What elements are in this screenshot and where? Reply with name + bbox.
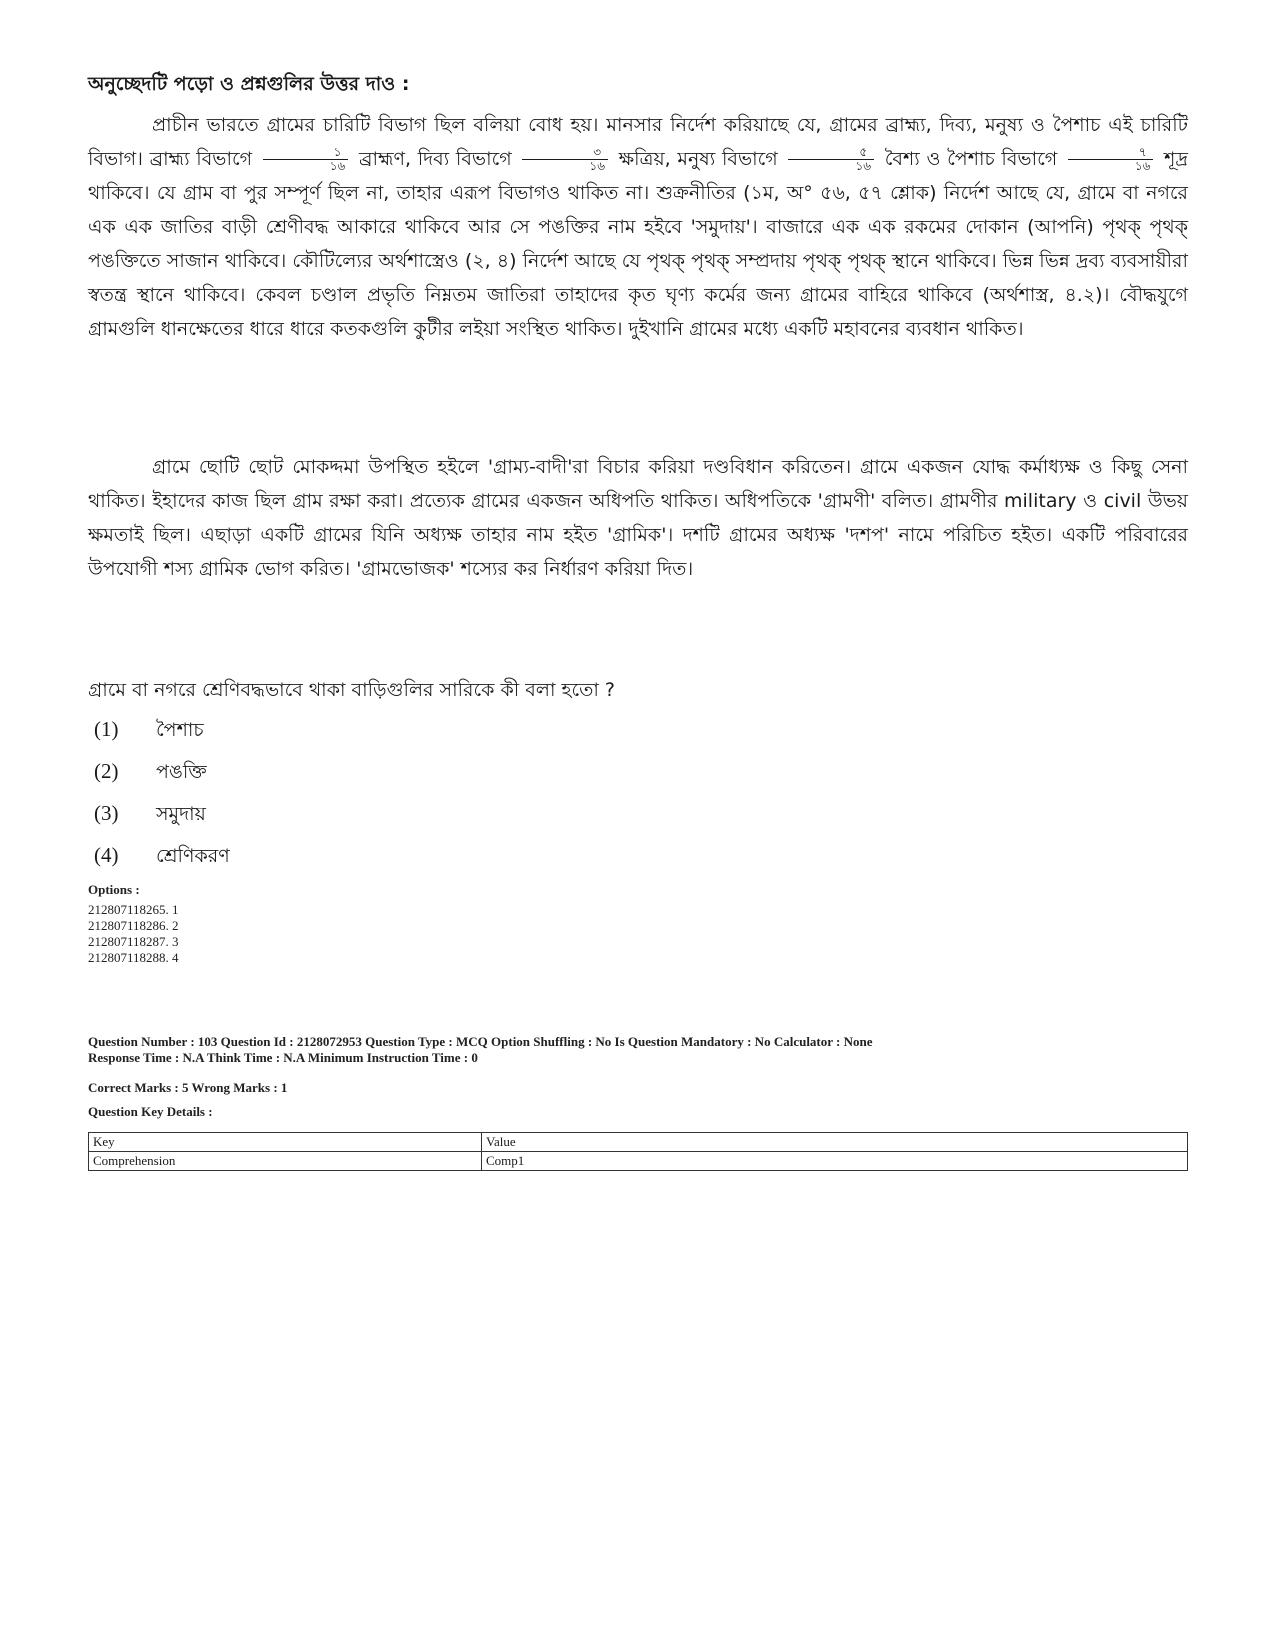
table-header-value: Value	[482, 1133, 1188, 1152]
option-id-list	[88, 902, 179, 966]
option-label: পঙক্তি	[156, 761, 207, 783]
fraction-numerator: ৩	[522, 146, 608, 160]
question-meta-line: Question Number : 103 Question Id : 2128072953 Question Type : MCQ Option Shuffling : No Is Question Mandatory : No Calculator : None	[88, 1034, 873, 1049]
question-text: গ্রামে বা নগরে শ্রেণিবদ্ধভাবে থাকা বাড়িগুলির সারিকে কী বলা হতো ?	[88, 679, 616, 701]
option-3[interactable]	[94, 800, 206, 832]
question-meta	[88, 1034, 873, 1066]
fraction	[788, 146, 874, 173]
fraction-denominator: ১৬	[329, 159, 346, 173]
fraction-numerator: ১	[263, 146, 349, 160]
table-cell-value: Comp1	[482, 1152, 1188, 1171]
option-2[interactable]	[94, 758, 207, 790]
table-header-key: Key	[89, 1133, 482, 1152]
passage-text: শূদ্র থাকিবে। যে গ্রাম বা পুর সম্পূর্ণ ছিল না, তাহার এরূপ বিভাগও থাকিত না। শুক্রনীতির (১ম, অ° ৫৬, ৫৭ শ্লোক) নির্দেশ আছে যে, গ্রামে বা নগরে এক এক জাতির বাড়ী শ্রেণীবদ্ধ আকারে থাকিবে আর সে পঙক্তির নাম হইবে 'সমুদায়'। বাজারে এক এক রকমের দোকান (আপনি) পৃথক্ পৃথক্ পঙক্তিতে সাজান থাকিবে। কৌটিল্যের অর্থশাস্ত্রেও (২, ৪) নির্দেশ আছে যে পৃথক্ পৃথক্ সম্প্রদায় পৃথক্ পৃথক্ স্থানে থাকিবে। ভিন্ন ভিন্ন দ্রব্য ব্যবসায়ীরা স্বতন্ত্র স্থানে থাকিবে। কেবল চণ্ডাল প্রভৃতি নিম্নতম জাতিরা তাহাদের কৃত ঘৃণ্য কর্মের জন্য গ্রামের বাহিরে থাকিবে (অর্থশাস্ত্র, ৪.২)। বৌদ্ধযুগে গ্রামগুলি ধানক্ষেতের ধারে ধারে কতকগুলি কুটীর লইয়া সংস্থিত থাকিত। দুইখানি গ্রামের মধ্যে একটি মহাবনের ব্যবধান থাকিত।	[88, 148, 1189, 340]
fraction-numerator: ৫	[788, 146, 874, 160]
fraction-denominator: ১৬	[589, 159, 605, 173]
fraction-denominator: ১৬	[1134, 159, 1151, 173]
passage-text: ব্রাহ্মণ, দিব্য বিভাগে	[359, 148, 512, 170]
option-number: (4)	[94, 843, 119, 867]
table-header-row	[89, 1133, 1188, 1152]
option-id: 212807118286. 2	[88, 918, 179, 933]
passage-text: বৈশ্য ও পৈশাচ বিভাগে	[884, 148, 1058, 170]
option-number: (2)	[94, 759, 119, 783]
option-number: (1)	[94, 717, 119, 741]
fraction	[1068, 146, 1154, 173]
question-meta-line: Response Time : N.A Think Time : N.A Minimum Instruction Time : 0	[88, 1050, 478, 1065]
key-details-table	[88, 1132, 1188, 1171]
passage-paragraph-2	[88, 450, 1188, 586]
fraction	[263, 146, 349, 173]
passage-text: গ্রামে ছোটি ছোট মোকদ্দমা উপস্থিত হইলে 'গ্রাম্য-বাদী'রা বিচার করিয়া দণ্ডবিধান করিতেন। গ্রামে একজন যোদ্ধ কর্মাধ্যক্ষ ও কিছু সেনা থাকিত। ইহাদের কাজ ছিল গ্রাম রক্ষা করা। প্রত্যেক গ্রামের একজন অধিপতি থাকিত। অধিপতিকে 'গ্রামণী' বলিত। গ্রামণীর military ও civil উভয় ক্ষমতাই ছিল। এছাড়া একটি গ্রামের যিনি অধ্যক্ষ তাহার নাম হইত 'গ্রামিক'। দশটি গ্রামের অধ্যক্ষ 'দশপ' নামে পরিচিত হইত। একটি পরিবারের উপযোগী শস্য গ্রামিক ভোগ করিত। 'গ্রামভোজক' শস্যের কর নির্ধারণ করিয়া দিত।	[88, 456, 1188, 580]
option-id: 212807118265. 1	[88, 902, 179, 917]
passage-text: ক্ষত্রিয়, মনুষ্য বিভাগে	[618, 148, 778, 170]
fraction-denominator: ১৬	[855, 159, 872, 173]
fraction	[522, 146, 608, 173]
option-label: শ্রেণিকরণ	[156, 845, 230, 867]
option-id: 212807118288. 4	[88, 950, 179, 965]
table-row	[89, 1152, 1188, 1171]
marks-info: Correct Marks : 5 Wrong Marks : 1	[88, 1080, 288, 1095]
passage-paragraph-1	[88, 108, 1188, 346]
options-label: Options :	[88, 882, 140, 897]
option-id: 212807118287. 3	[88, 934, 179, 949]
option-1[interactable]	[94, 716, 204, 748]
key-details-label: Question Key Details :	[88, 1104, 213, 1119]
option-number: (3)	[94, 801, 119, 825]
option-4[interactable]	[94, 842, 230, 874]
table-cell-key: Comprehension	[89, 1152, 482, 1171]
option-label: পৈশাচ	[156, 719, 204, 741]
passage-heading: অনুচ্ছেদটি পড়ো ও প্রশ্নগুলির উত্তর দাও :	[88, 73, 410, 95]
fraction-numerator: ৭	[1068, 146, 1154, 160]
option-label: সমুদায়	[156, 803, 206, 825]
passage-text: প্রাচীন ভারতে গ্রামের চারিটি বিভাগ ছিল বলিয়া বোধ হয়। মানসার নির্দেশ করিয়াছে যে, গ্রামের ব্রাহ্ম্য, দিব্য, মনুষ্য ও পৈশাচ এই চারিটি বিভাগ। ব্রাহ্ম্য বিভাগে	[88, 114, 1188, 170]
